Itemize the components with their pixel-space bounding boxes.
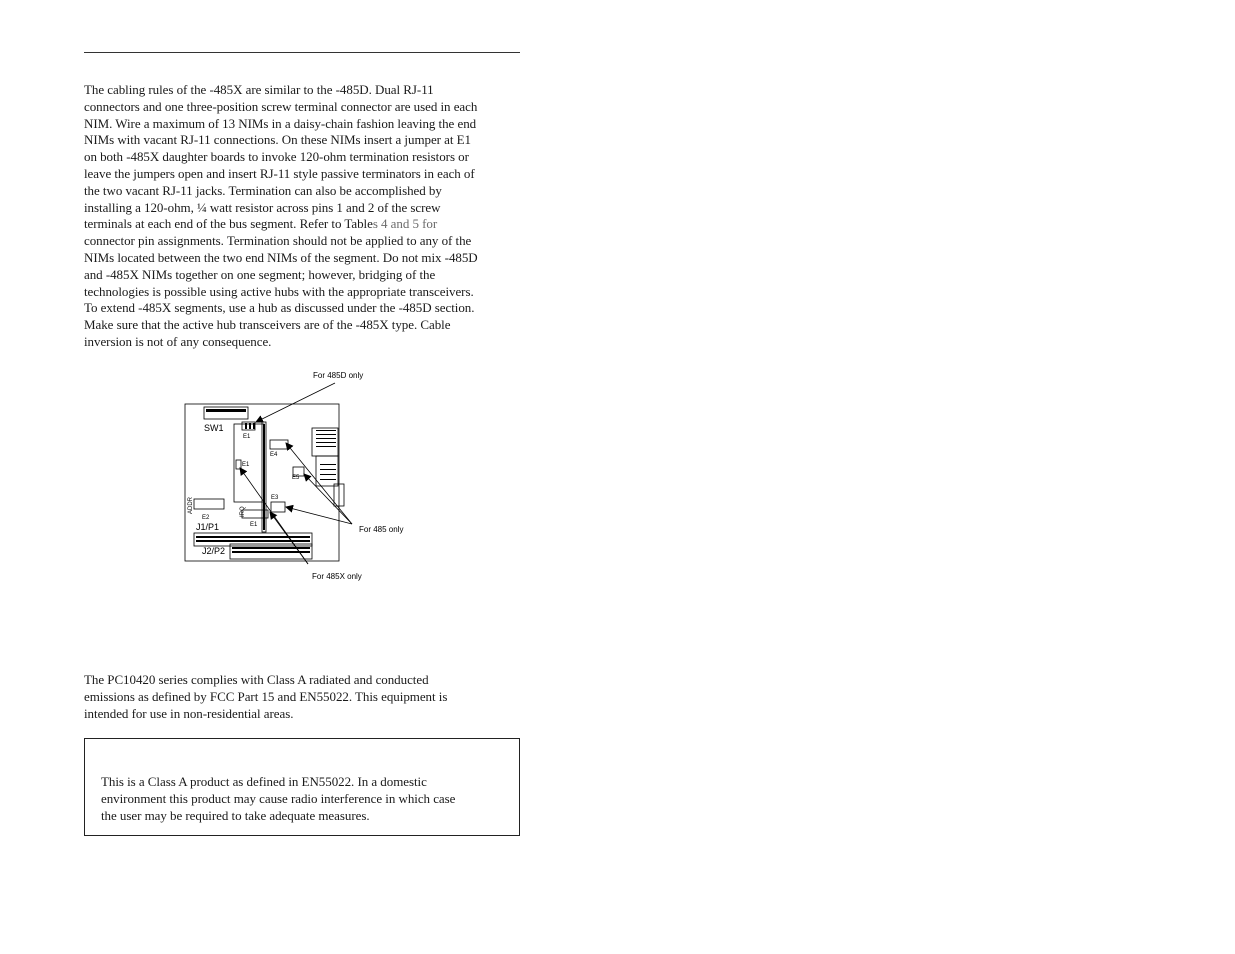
text-line: the two vacant RJ-11 jacks. Termination can also be accomplished by (84, 182, 442, 198)
notice-text (101, 774, 511, 824)
class-a-notice-box (84, 738, 520, 836)
text-line: technologies is possible using active hubs with the appropriate transceivers. (84, 283, 474, 299)
e4-label: E4 (270, 452, 278, 458)
e1-mid-label: E1 (242, 462, 250, 468)
text-line: the user may be required to take adequate measures. (101, 807, 370, 823)
text-line: leave the jumpers open and insert RJ-11 style passive terminators in each of (84, 165, 475, 181)
e5-label: E5 (292, 475, 300, 481)
text-line: connectors and one three-position screw terminal connector are used in each (84, 98, 478, 114)
text-line: The PC10420 series complies with Class A radiated and conducted (84, 672, 429, 687)
text-line (84, 216, 524, 233)
e1-bottom-label: E1 (250, 522, 258, 528)
j1p1-label: J1/P1 (196, 522, 220, 532)
e4-jumper (270, 440, 288, 449)
text-segment: terminals at each end of the bus segment. Refer to Table (84, 216, 373, 232)
board-jumper-diagram (180, 364, 430, 586)
table-reference-link[interactable]: s 4 and 5 for (372, 216, 438, 232)
sw1-switch (204, 407, 248, 419)
callout-485d-label: For 485D only (313, 371, 364, 380)
irq-label: IRQ (240, 506, 246, 517)
e3-label: E3 (271, 495, 279, 501)
callout-485-arrow-2 (304, 474, 352, 524)
cabling-rules-paragraph (84, 82, 524, 351)
rj11-jack-lower (316, 456, 338, 486)
text-line: Make sure that the active hub transceivers are of the -485X type. Cable (84, 317, 451, 333)
addr-label: ADDR (188, 496, 194, 514)
e2-jumper (194, 499, 224, 509)
text-line: installing a 120-ohm, ¼ watt resistor across pins 1 and 2 of the screw (84, 199, 441, 215)
text-line: connector pin assignments. Termination should not be applied to any of the (84, 233, 472, 249)
e1-mid-jumper (236, 460, 241, 469)
emissions-paragraph (84, 672, 524, 722)
text-line: NIMs with vacant RJ-11 connections. On these NIMs insert a jumper at E1 (84, 132, 471, 148)
callout-485-arrow-1 (286, 443, 352, 524)
text-line: NIMs located between the two end NIMs of the segment. Do not mix -485D (84, 249, 478, 265)
text-line: intended for use in non-residential areas. (84, 705, 294, 721)
text-line: environment this product may cause radio interference in which case (101, 790, 456, 806)
e3-jumper (271, 502, 285, 512)
text-line: inversion is not of any consequence. (84, 333, 272, 349)
e2-label: E2 (202, 515, 210, 521)
sw1-label: SW1 (204, 423, 224, 433)
text-line: The cabling rules of the -485X are similar to the -485D. Dual RJ-11 (84, 82, 434, 97)
callout-485-label: For 485 only (359, 525, 404, 534)
e1-top-label: E1 (243, 434, 251, 440)
j2p2-label: J2/P2 (202, 546, 226, 556)
text-line: This is a Class A product as defined in EN55022. In a domestic (101, 774, 427, 789)
text-line: emissions as defined by FCC Part 15 and EN55022. This equipment is (84, 688, 448, 704)
header-rule (84, 52, 520, 53)
callout-485d-arrow (256, 383, 335, 422)
callout-485x-label: For 485X only (312, 572, 362, 581)
text-line: and -485X NIMs together on one segment; however, bridging of the (84, 266, 436, 282)
text-line: To extend -485X segments, use a hub as discussed under the -485D section. (84, 300, 475, 316)
text-line: NIM. Wire a maximum of 13 NIMs in a daisy-chain fashion leaving the end (84, 115, 477, 131)
callout-485-arrow-3 (286, 507, 352, 524)
text-line: on both -485X daughter boards to invoke 120-ohm termination resistors or (84, 149, 469, 165)
